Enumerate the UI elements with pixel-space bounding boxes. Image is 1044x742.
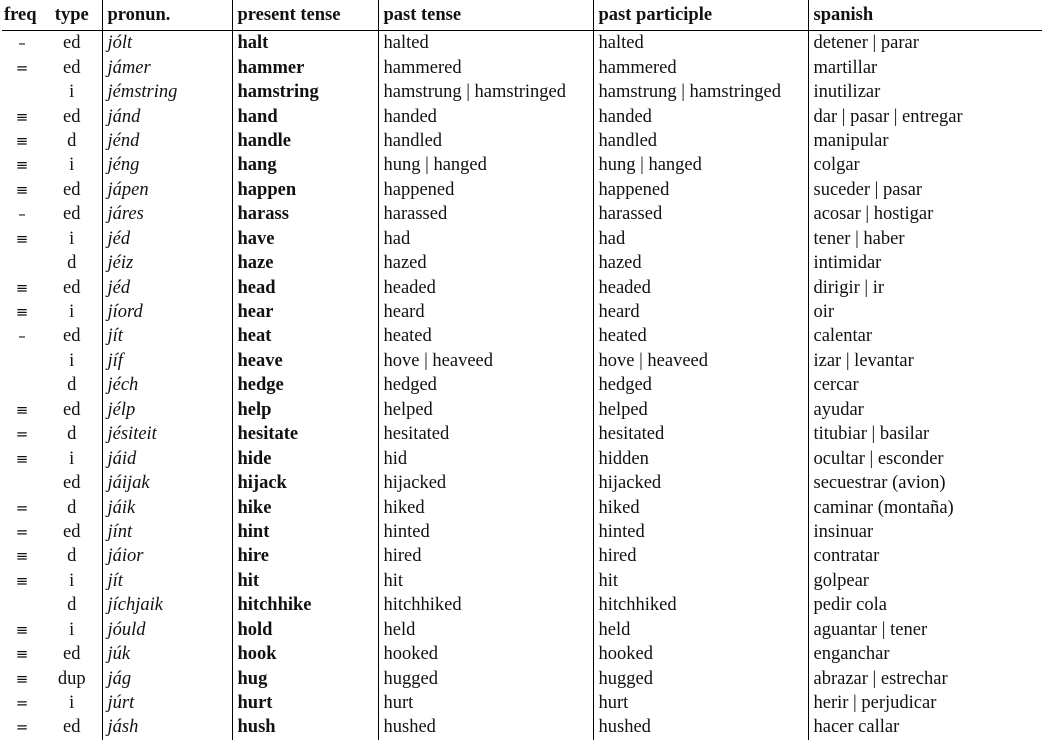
present-tense-cell: hand xyxy=(232,104,378,128)
past-tense-cell: hushed xyxy=(378,715,593,739)
pronunciation-cell: jéng xyxy=(102,153,232,177)
pronunciation-cell: jánd xyxy=(102,104,232,128)
past-tense-cell: harassed xyxy=(378,202,593,226)
freq-cell: = xyxy=(15,718,29,737)
present-tense-cell: hide xyxy=(232,446,378,470)
past-participle-cell: headed xyxy=(593,275,808,299)
past-tense-cell: happened xyxy=(378,178,593,202)
table-row xyxy=(2,495,1042,519)
freq-cell xyxy=(2,80,42,104)
type-cell: ed xyxy=(42,398,102,422)
type-cell: ed xyxy=(42,104,102,128)
type-cell: d xyxy=(42,129,102,153)
spanish-cell: contratar xyxy=(813,546,880,567)
freq-cell: ≡ xyxy=(15,156,29,175)
table-row xyxy=(2,55,1042,79)
pronunciation-cell: jéiz xyxy=(102,251,232,275)
past-tense-cell: had xyxy=(378,227,593,251)
present-tense-cell: hire xyxy=(232,544,378,568)
freq-cell: – xyxy=(18,34,26,53)
past-participle-cell: hamstrung | hamstringed xyxy=(593,80,808,104)
type-cell: ed xyxy=(42,178,102,202)
present-tense-cell: hold xyxy=(232,618,378,642)
table-row xyxy=(2,324,1042,348)
table-row xyxy=(2,642,1042,666)
type-cell: ed xyxy=(42,275,102,299)
spanish-cell: ocultar | esconder xyxy=(813,448,944,469)
present-tense-cell: hijack xyxy=(232,471,378,495)
spanish-cell: enganchar xyxy=(813,644,890,665)
present-tense-cell: hug xyxy=(232,666,378,690)
freq-cell: ≡ xyxy=(15,303,29,322)
past-participle-cell: hiked xyxy=(593,495,808,519)
past-participle-cell: helped xyxy=(593,398,808,422)
header-pronun: pronun. xyxy=(102,0,232,31)
pronunciation-cell: jéd xyxy=(102,227,232,251)
table-row xyxy=(2,104,1042,128)
pronunciation-cell: jíf xyxy=(102,349,232,373)
type-cell: i xyxy=(42,569,102,593)
spanish-cell: abrazar | estrechar xyxy=(813,668,948,689)
spanish-cell: tener | haber xyxy=(813,228,905,249)
spanish-cell: detener | parar xyxy=(813,33,919,54)
freq-cell: = xyxy=(15,58,29,77)
spanish-cell: insinuar xyxy=(813,521,874,542)
spanish-cell: hacer callar xyxy=(813,717,900,738)
past-tense-cell: heard xyxy=(378,300,593,324)
table-row xyxy=(2,666,1042,690)
freq-cell xyxy=(2,593,42,617)
present-tense-cell: hint xyxy=(232,520,378,544)
past-participle-cell: hit xyxy=(593,569,808,593)
present-tense-cell: help xyxy=(232,398,378,422)
freq-cell: = xyxy=(15,694,29,713)
pronunciation-cell: jág xyxy=(102,666,232,690)
past-participle-cell: had xyxy=(593,227,808,251)
past-participle-cell: hired xyxy=(593,544,808,568)
spanish-cell: izar | levantar xyxy=(813,350,914,371)
present-tense-cell: hedge xyxy=(232,373,378,397)
pronunciation-cell: jénd xyxy=(102,129,232,153)
type-cell: dup xyxy=(42,666,102,690)
type-cell: ed xyxy=(42,324,102,348)
past-tense-cell: hinted xyxy=(378,520,593,544)
freq-cell xyxy=(2,349,42,373)
past-participle-cell: hugged xyxy=(593,666,808,690)
header-past-tense: past tense xyxy=(378,0,593,31)
past-participle-cell: heard xyxy=(593,300,808,324)
present-tense-cell: hitchhike xyxy=(232,593,378,617)
table-row xyxy=(2,618,1042,642)
table-row xyxy=(2,422,1042,446)
past-participle-cell: happened xyxy=(593,178,808,202)
pronunciation-cell: jémstring xyxy=(102,80,232,104)
past-tense-cell: headed xyxy=(378,275,593,299)
spanish-cell: dar | pasar | entregar xyxy=(813,106,963,127)
present-tense-cell: hike xyxy=(232,495,378,519)
past-tense-cell: held xyxy=(378,618,593,642)
past-tense-cell: hammered xyxy=(378,55,593,79)
table-row xyxy=(2,153,1042,177)
freq-cell xyxy=(2,471,42,495)
past-participle-cell: hidden xyxy=(593,446,808,470)
type-cell: d xyxy=(42,593,102,617)
freq-cell: – xyxy=(18,205,26,224)
past-participle-cell: hammered xyxy=(593,55,808,79)
table-row xyxy=(2,31,1042,56)
present-tense-cell: harass xyxy=(232,202,378,226)
type-cell: d xyxy=(42,422,102,446)
type-cell: d xyxy=(42,373,102,397)
type-cell: i xyxy=(42,153,102,177)
past-participle-cell: hove | heaveed xyxy=(593,349,808,373)
pronunciation-cell: jélp xyxy=(102,398,232,422)
type-cell: ed xyxy=(42,471,102,495)
header-past-participle: past participle xyxy=(593,0,808,31)
past-tense-cell: hiked xyxy=(378,495,593,519)
present-tense-cell: happen xyxy=(232,178,378,202)
past-participle-cell: hazed xyxy=(593,251,808,275)
freq-cell: ≡ xyxy=(15,547,29,566)
freq-cell: ≡ xyxy=(15,645,29,664)
past-tense-cell: halted xyxy=(378,31,593,56)
pronunciation-cell: jésiteit xyxy=(102,422,232,446)
past-tense-cell: hamstrung | hamstringed xyxy=(378,80,593,104)
spanish-cell: secuestrar (avion) xyxy=(813,473,946,494)
spanish-cell: inutilizar xyxy=(813,82,881,103)
past-tense-cell: hurt xyxy=(378,691,593,715)
present-tense-cell: hammer xyxy=(232,55,378,79)
type-cell: d xyxy=(42,251,102,275)
pronunciation-cell: jáijak xyxy=(102,471,232,495)
present-tense-cell: heave xyxy=(232,349,378,373)
pronunciation-cell: jásh xyxy=(102,715,232,739)
pronunciation-cell: jínt xyxy=(102,520,232,544)
table-body xyxy=(2,31,1042,740)
present-tense-cell: heat xyxy=(232,324,378,348)
present-tense-cell: hurt xyxy=(232,691,378,715)
past-participle-cell: halted xyxy=(593,31,808,56)
type-cell: ed xyxy=(42,55,102,79)
pronunciation-cell: jápen xyxy=(102,178,232,202)
type-cell: i xyxy=(42,227,102,251)
pronunciation-cell: jólt xyxy=(102,31,232,56)
spanish-cell: suceder | pasar xyxy=(813,179,922,200)
header-type: type xyxy=(42,0,102,31)
past-tense-cell: hired xyxy=(378,544,593,568)
freq-cell: – xyxy=(18,327,26,346)
past-tense-cell: handed xyxy=(378,104,593,128)
freq-cell: ≡ xyxy=(15,229,29,248)
past-participle-cell: handed xyxy=(593,104,808,128)
spanish-cell: caminar (montaña) xyxy=(813,497,954,518)
past-participle-cell: heated xyxy=(593,324,808,348)
present-tense-cell: handle xyxy=(232,129,378,153)
pronunciation-cell: jéch xyxy=(102,373,232,397)
past-participle-cell: hurt xyxy=(593,691,808,715)
table-row xyxy=(2,691,1042,715)
freq-cell xyxy=(2,251,42,275)
table-row xyxy=(2,80,1042,104)
past-tense-cell: hove | heaveed xyxy=(378,349,593,373)
present-tense-cell: hit xyxy=(232,569,378,593)
spanish-cell: intimidar xyxy=(813,253,882,274)
past-tense-cell: hit xyxy=(378,569,593,593)
spanish-cell: dirigir | ir xyxy=(813,277,884,298)
past-tense-cell: hesitated xyxy=(378,422,593,446)
type-cell: d xyxy=(42,544,102,568)
verb-table xyxy=(2,0,1042,740)
past-tense-cell: heated xyxy=(378,324,593,348)
past-tense-cell: hung | hanged xyxy=(378,153,593,177)
freq-cell: ≡ xyxy=(15,571,29,590)
table-row xyxy=(2,275,1042,299)
past-participle-cell: hooked xyxy=(593,642,808,666)
spanish-cell: herir | perjudicar xyxy=(813,693,937,714)
past-tense-cell: hazed xyxy=(378,251,593,275)
present-tense-cell: hush xyxy=(232,715,378,739)
past-tense-cell: hugged xyxy=(378,666,593,690)
past-tense-cell: hijacked xyxy=(378,471,593,495)
type-cell: ed xyxy=(42,715,102,739)
freq-cell: ≡ xyxy=(15,131,29,150)
table-row xyxy=(2,544,1042,568)
present-tense-cell: hang xyxy=(232,153,378,177)
table-row xyxy=(2,593,1042,617)
present-tense-cell: halt xyxy=(232,31,378,56)
past-participle-cell: hedged xyxy=(593,373,808,397)
spanish-cell: golpear xyxy=(813,570,869,591)
pronunciation-cell: jít xyxy=(102,324,232,348)
past-tense-cell: hid xyxy=(378,446,593,470)
spanish-cell: manipular xyxy=(813,130,889,151)
present-tense-cell: have xyxy=(232,227,378,251)
table-row xyxy=(2,398,1042,422)
freq-cell: = xyxy=(15,522,29,541)
table-row xyxy=(2,227,1042,251)
present-tense-cell: haze xyxy=(232,251,378,275)
past-participle-cell: hitchhiked xyxy=(593,593,808,617)
table-row xyxy=(2,349,1042,373)
pronunciation-cell: járes xyxy=(102,202,232,226)
spanish-cell: calentar xyxy=(813,326,873,347)
type-cell: i xyxy=(42,691,102,715)
type-cell: i xyxy=(42,349,102,373)
pronunciation-cell: jíchjaik xyxy=(102,593,232,617)
past-participle-cell: held xyxy=(593,618,808,642)
pronunciation-cell: jáik xyxy=(102,495,232,519)
past-participle-cell: harassed xyxy=(593,202,808,226)
past-participle-cell: handled xyxy=(593,129,808,153)
past-participle-cell: hung | hanged xyxy=(593,153,808,177)
table-row xyxy=(2,178,1042,202)
past-participle-cell: hinted xyxy=(593,520,808,544)
type-cell: ed xyxy=(42,520,102,544)
header-row xyxy=(2,0,1042,31)
table-row xyxy=(2,373,1042,397)
past-tense-cell: helped xyxy=(378,398,593,422)
freq-cell: ≡ xyxy=(15,400,29,419)
freq-cell: ≡ xyxy=(15,180,29,199)
freq-cell: ≡ xyxy=(15,449,29,468)
freq-cell: = xyxy=(15,498,29,517)
present-tense-cell: hamstring xyxy=(232,80,378,104)
table-row xyxy=(2,300,1042,324)
past-tense-cell: hitchhiked xyxy=(378,593,593,617)
freq-cell: ≡ xyxy=(15,107,29,126)
pronunciation-cell: jáid xyxy=(102,446,232,470)
type-cell: ed xyxy=(42,202,102,226)
type-cell: ed xyxy=(42,642,102,666)
header-present-tense: present tense xyxy=(232,0,378,31)
header-spanish: spanish xyxy=(808,0,1042,31)
pronunciation-cell: jít xyxy=(102,569,232,593)
table-row xyxy=(2,251,1042,275)
past-tense-cell: handled xyxy=(378,129,593,153)
table-row xyxy=(2,715,1042,739)
past-participle-cell: hesitated xyxy=(593,422,808,446)
freq-cell: ≡ xyxy=(15,620,29,639)
type-cell: i xyxy=(42,618,102,642)
past-tense-cell: hedged xyxy=(378,373,593,397)
present-tense-cell: hear xyxy=(232,300,378,324)
type-cell: i xyxy=(42,300,102,324)
spanish-cell: ayudar xyxy=(813,399,864,420)
spanish-cell: pedir cola xyxy=(813,595,887,616)
present-tense-cell: hook xyxy=(232,642,378,666)
pronunciation-cell: júk xyxy=(102,642,232,666)
table-header xyxy=(2,0,1042,31)
table-row xyxy=(2,569,1042,593)
spanish-cell: aguantar | tener xyxy=(813,619,928,640)
past-participle-cell: hijacked xyxy=(593,471,808,495)
table-row xyxy=(2,202,1042,226)
table-row xyxy=(2,471,1042,495)
type-cell: i xyxy=(42,446,102,470)
pronunciation-cell: jóuld xyxy=(102,618,232,642)
type-cell: d xyxy=(42,495,102,519)
pronunciation-cell: jíord xyxy=(102,300,232,324)
pronunciation-cell: jéd xyxy=(102,275,232,299)
present-tense-cell: hesitate xyxy=(232,422,378,446)
pronunciation-cell: jámer xyxy=(102,55,232,79)
present-tense-cell: head xyxy=(232,275,378,299)
table-row xyxy=(2,129,1042,153)
freq-cell: = xyxy=(15,425,29,444)
type-cell: i xyxy=(42,80,102,104)
type-cell: ed xyxy=(42,31,102,56)
past-participle-cell: hushed xyxy=(593,715,808,739)
freq-cell: ≡ xyxy=(15,278,29,297)
spanish-cell: martillar xyxy=(813,57,878,78)
spanish-cell: cercar xyxy=(813,375,859,396)
header-freq: freq xyxy=(2,0,42,31)
spanish-cell: titubiar | basilar xyxy=(813,424,930,445)
freq-cell xyxy=(2,373,42,397)
freq-cell: ≡ xyxy=(15,669,29,688)
table-row xyxy=(2,520,1042,544)
past-tense-cell: hooked xyxy=(378,642,593,666)
pronunciation-cell: jáior xyxy=(102,544,232,568)
spanish-cell: colgar xyxy=(813,155,860,176)
pronunciation-cell: júrt xyxy=(102,691,232,715)
table-row xyxy=(2,446,1042,470)
spanish-cell: acosar | hostigar xyxy=(813,204,934,225)
spanish-cell: oir xyxy=(813,302,835,323)
